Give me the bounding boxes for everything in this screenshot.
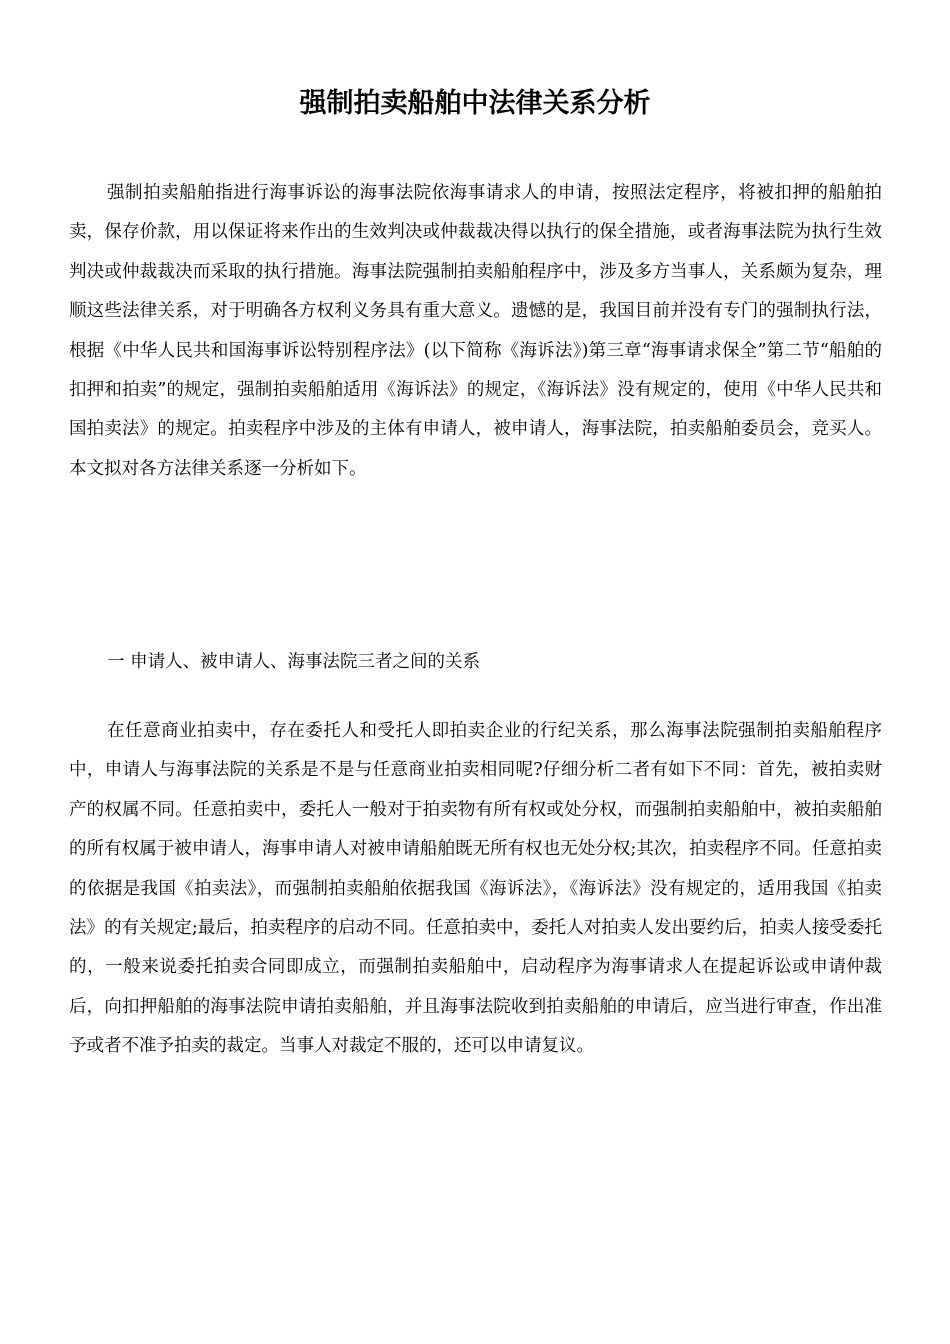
section-heading: 一 申请人、被申请人、海事法院三者之间的关系 (107, 652, 481, 672)
document-title: 强制拍卖船舶中法律关系分析 (299, 88, 651, 119)
body-paragraph: 在任意商业拍卖中，存在委托人和受托人即拍卖企业的行纪关系，那么海事法院强制拍卖船舶程序中，申请人与海事法院的关系是不是与任意商业拍卖相同呢?仔细分析二者有如下不同：首先，被拍卖财产的权属不同。任意拍卖中，委托人一般对于拍卖物有所有权或处分权，而强制拍卖船舶中，被拍卖船舶的所有权属于被申请人，海事申请人对被申请船舶既无所有权也无处分权;其次，拍卖程序不同。任意拍卖的依据是我国《拍卖法》，而强制拍卖船舶依据我国《海诉法》，《海诉法》没有规定的，适用我国《拍卖法》的有关规定;最后，拍卖程序的启动不同。任意拍卖中，委托人对拍卖人发出要约后，拍卖人接受委托的，一般来说委托拍卖合同即成立，而强制拍卖船舶中，启动程序为海事请求人在提起诉讼或申请仲裁后，向扣押船舶的海事法院申请拍卖船舶，并且海事法院收到拍卖船舶的申请后，应当进行审查，作出准予或者不准予拍卖的裁定。当事人对裁定不服的，还可以申请复议。 (69, 721, 882, 1057)
intro-paragraph: 强制拍卖船舶指进行海事诉讼的海事法院依海事请求人的申请，按照法定程序，将被扣押的船舶拍卖，保存价款，用以保证将来作出的生效判决或仲裁裁决得以执行的保全措施，或者海事法院为执行生效判决或仲裁裁决而采取的执行措施。海事法院强制拍卖船舶程序中，涉及多方当事人，关系颇为复杂，理顺这些法律关系，对于明确各方权利义务具有重大意义。遗憾的是，我国目前并没有专门的强制执行法，根据《中华人民共和国海事诉讼特别程序法》(以下简称《海诉法》)第三章“海事请求保全”第二节“船舶的扣押和拍卖”的规定，强制拍卖船舶适用《海诉法》的规定，《海诉法》没有规定的，使用《中华人民共和国拍卖法》的规定。拍卖程序中涉及的主体有申请人，被申请人，海事法院，拍卖船舶委员会，竞买人。本文拟对各方法律关系逐一分析如下。 (69, 183, 882, 479)
